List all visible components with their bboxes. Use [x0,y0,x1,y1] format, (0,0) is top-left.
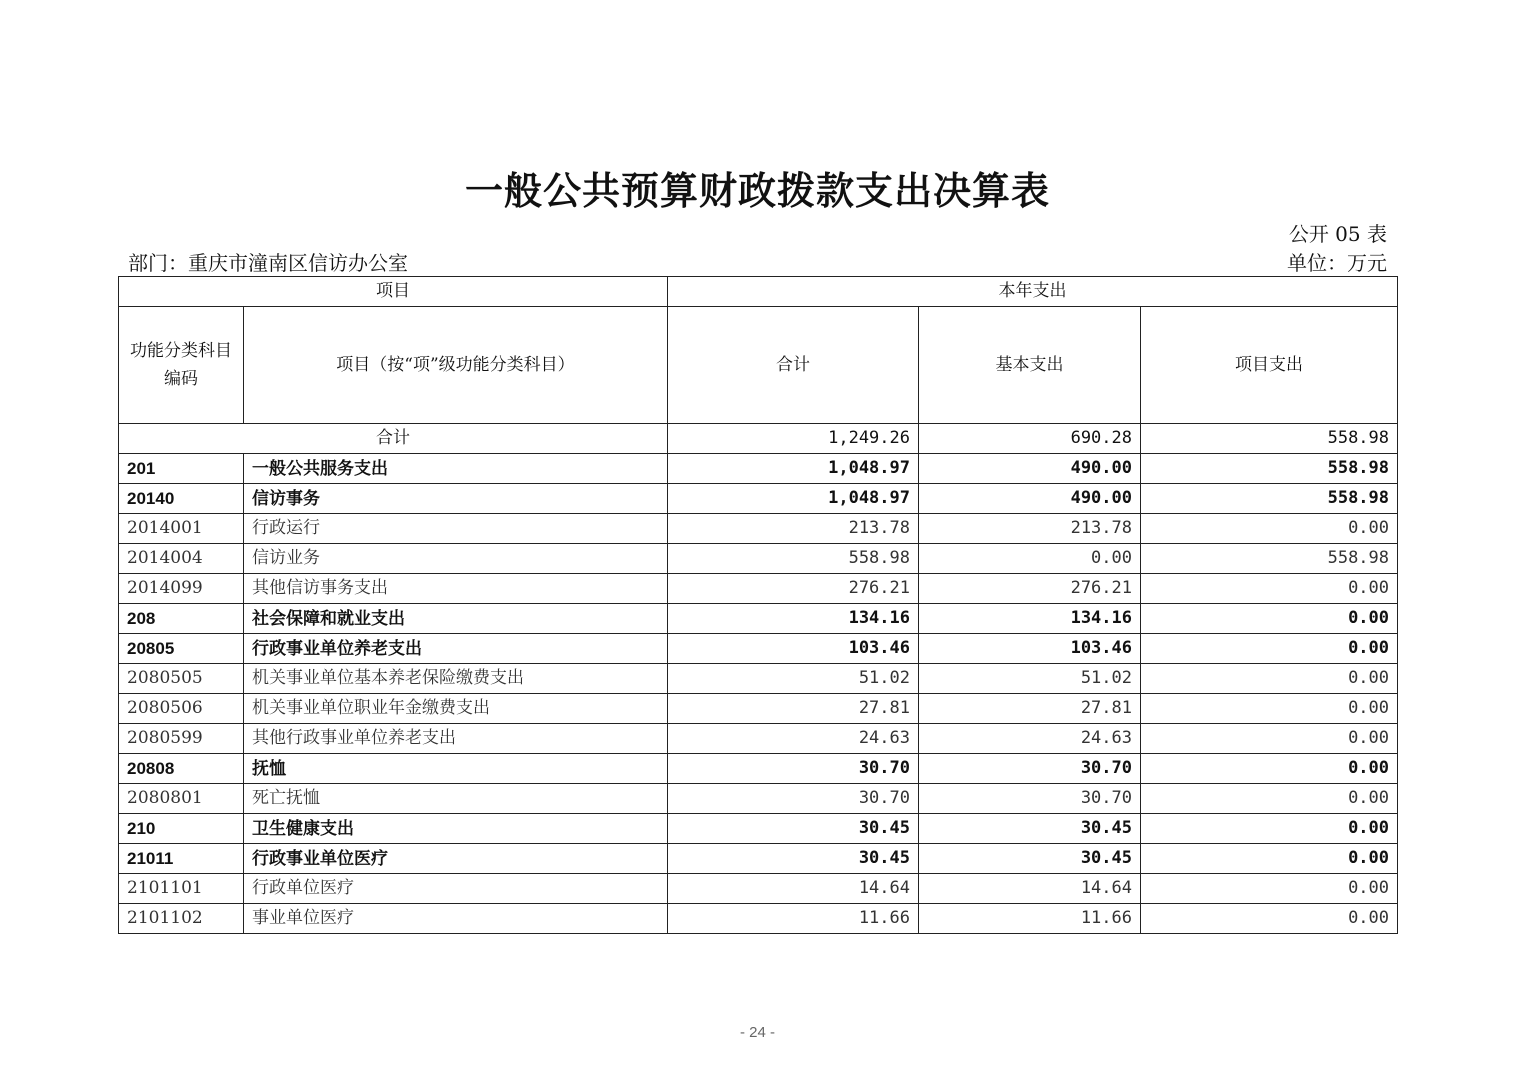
expenditure-table [118,276,1398,934]
row-code: 2101101 [119,874,244,904]
row-name: 一般公共服务支出 [244,454,668,484]
row-total: 558.98 [668,544,919,574]
row-basic: 11.66 [919,904,1141,934]
row-code: 2014099 [119,574,244,604]
row-total: 30.45 [668,844,919,874]
row-total: 14.64 [668,874,919,904]
row-basic: 213.78 [919,514,1141,544]
table-row [119,814,1398,844]
row-project: 0.00 [1141,784,1398,814]
total-row [119,424,1398,454]
row-code: 20140 [119,484,244,514]
page-number: - 24 - [739,1024,775,1041]
row-code: 2101102 [119,904,244,934]
row-code: 208 [119,604,244,634]
header-current-year: 本年支出 [668,277,1398,307]
row-name: 卫生健康支出 [244,814,668,844]
total-sum: 1,249.26 [668,424,919,454]
header-basic: 基本支出 [919,307,1141,424]
table-row [119,664,1398,694]
row-basic: 103.46 [919,634,1141,664]
table-row [119,454,1398,484]
table-row [119,634,1398,664]
table-row [119,604,1398,634]
row-basic: 134.16 [919,604,1141,634]
row-name: 行政事业单位医疗 [244,844,668,874]
row-project: 0.00 [1141,694,1398,724]
row-project: 558.98 [1141,484,1398,514]
row-basic: 276.21 [919,574,1141,604]
row-total: 30.45 [668,814,919,844]
row-project: 0.00 [1141,844,1398,874]
row-code: 201 [119,454,244,484]
row-code: 21011 [119,844,244,874]
row-total: 213.78 [668,514,919,544]
row-basic: 24.63 [919,724,1141,754]
row-project: 0.00 [1141,904,1398,934]
row-total: 1,048.97 [668,454,919,484]
table-row [119,544,1398,574]
row-code: 2014004 [119,544,244,574]
row-code: 2080801 [119,784,244,814]
row-basic: 30.45 [919,844,1141,874]
row-project: 0.00 [1141,754,1398,784]
table-body [119,424,1398,934]
row-name: 行政事业单位养老支出 [244,634,668,664]
row-code: 210 [119,814,244,844]
row-project: 0.00 [1141,814,1398,844]
row-basic: 27.81 [919,694,1141,724]
form-number: 公开 05 表 [1288,222,1387,246]
row-code: 20805 [119,634,244,664]
header-item: 项目 [119,277,668,307]
row-name: 其他行政事业单位养老支出 [244,724,668,754]
row-project: 0.00 [1141,514,1398,544]
row-code: 2080505 [119,664,244,694]
header-project: 项目支出 [1141,307,1398,424]
row-total: 103.46 [668,634,919,664]
table-row [119,754,1398,784]
table-row [119,514,1398,544]
total-basic: 690.28 [919,424,1141,454]
table-row [119,484,1398,514]
total-project: 558.98 [1141,424,1398,454]
row-basic: 30.45 [919,814,1141,844]
row-total: 51.02 [668,664,919,694]
row-total: 134.16 [668,604,919,634]
row-total: 1,048.97 [668,484,919,514]
row-project: 0.00 [1141,664,1398,694]
table-row [119,874,1398,904]
unit-label: 单位：万元 [1287,251,1387,275]
row-total: 27.81 [668,694,919,724]
row-code: 2080599 [119,724,244,754]
row-total: 30.70 [668,754,919,784]
row-name: 抚恤 [244,754,668,784]
table-row [119,904,1398,934]
department-label: 部门：重庆市潼南区信访办公室 [128,251,408,275]
page-title: 一般公共预算财政拨款支出决算表 [464,168,1050,213]
row-name: 机关事业单位基本养老保险缴费支出 [244,664,668,694]
row-name: 死亡抚恤 [244,784,668,814]
row-code: 20808 [119,754,244,784]
header-total: 合计 [668,307,919,424]
table-row [119,694,1398,724]
row-basic: 51.02 [919,664,1141,694]
row-name: 信访事务 [244,484,668,514]
row-code: 2080506 [119,694,244,724]
row-basic: 30.70 [919,754,1141,784]
row-name: 其他信访事务支出 [244,574,668,604]
header-row-1 [119,277,1398,307]
total-label: 合计 [119,424,668,454]
table-row [119,724,1398,754]
header-row-2 [119,307,1398,424]
row-project: 0.00 [1141,604,1398,634]
row-name: 事业单位医疗 [244,904,668,934]
header-code: 功能分类科目编码 [119,307,244,424]
row-total: 24.63 [668,724,919,754]
row-project: 0.00 [1141,574,1398,604]
header-name: 项目（按“项”级功能分类科目） [244,307,668,424]
row-total: 30.70 [668,784,919,814]
row-name: 机关事业单位职业年金缴费支出 [244,694,668,724]
row-name: 行政运行 [244,514,668,544]
row-project: 0.00 [1141,634,1398,664]
table-row [119,784,1398,814]
row-project: 0.00 [1141,724,1398,754]
row-basic: 490.00 [919,454,1141,484]
table-row [119,574,1398,604]
row-project: 558.98 [1141,544,1398,574]
row-basic: 14.64 [919,874,1141,904]
row-name: 行政单位医疗 [244,874,668,904]
row-basic: 30.70 [919,784,1141,814]
row-total: 11.66 [668,904,919,934]
row-basic: 490.00 [919,484,1141,514]
row-total: 276.21 [668,574,919,604]
row-name: 信访业务 [244,544,668,574]
row-project: 0.00 [1141,874,1398,904]
row-basic: 0.00 [919,544,1141,574]
row-code: 2014001 [119,514,244,544]
row-name: 社会保障和就业支出 [244,604,668,634]
row-project: 558.98 [1141,454,1398,484]
table-row [119,844,1398,874]
